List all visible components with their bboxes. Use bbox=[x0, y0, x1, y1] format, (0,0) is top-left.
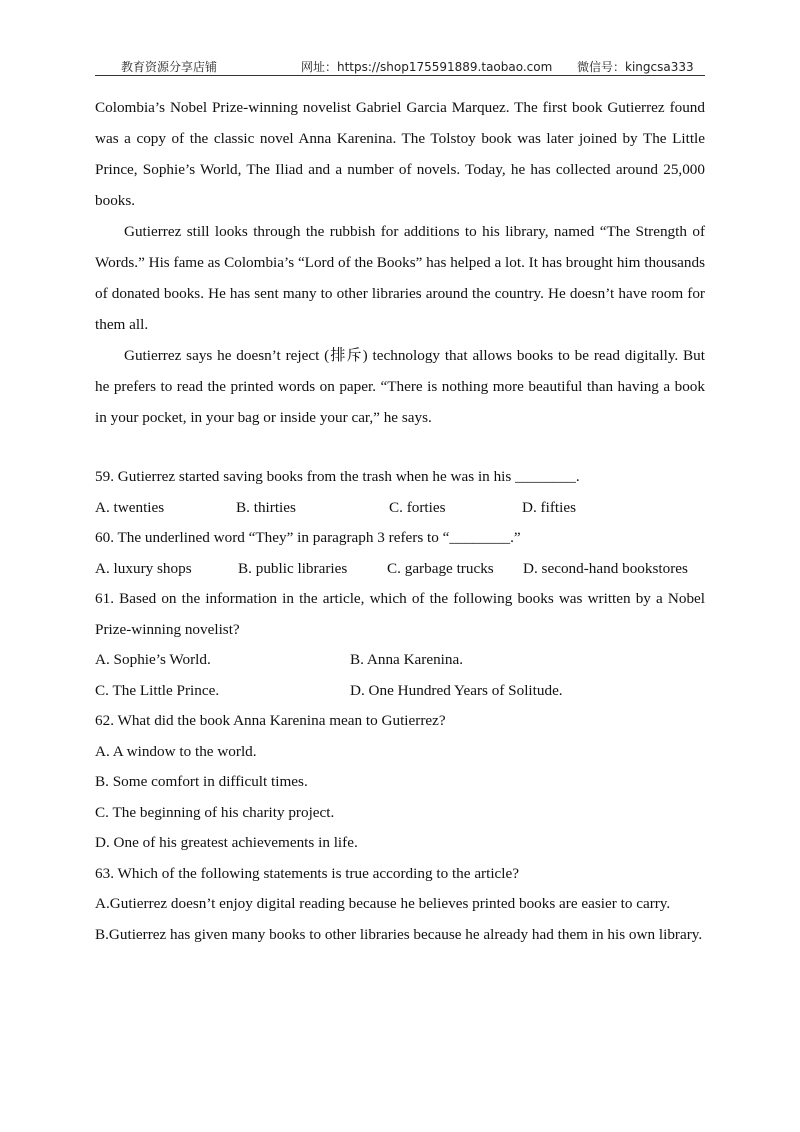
question-59-option-c: C. forties bbox=[389, 498, 446, 516]
question-59-option-b: B. thirties bbox=[236, 498, 296, 516]
question-60-option-b: B. public libraries bbox=[238, 559, 348, 577]
question-61-options-row-2 bbox=[95, 676, 705, 707]
question-63-option-a: A.Gutierrez doesn’t enjoy digital reading because he believes printed books are easier to carry. bbox=[95, 895, 671, 912]
question-60-option-a: A. luxury shops bbox=[95, 559, 192, 577]
question-60-stem: 60. The underlined word “They” in paragraph 3 refers to “________.” bbox=[95, 529, 521, 546]
question-62-option-d: D. One of his greatest achievements in life. bbox=[95, 834, 358, 851]
article-paragraph-2: Gutierrez still looks through the rubbish for additions to his library, named “The Strength of Words.” His fame as Colombia’s “Lord of the Books” has helped a lot. It has brought him thousands of donated books. He has sent many to other libraries around the country. He doesn’t have room for them all. bbox=[95, 223, 705, 333]
question-60-option-d: D. second-hand bookstores bbox=[523, 559, 688, 577]
header-shop-name: 教育资源分享店铺 bbox=[121, 60, 218, 74]
question-59-stem: 59. Gutierrez started saving books from the trash when he was in his ________. bbox=[95, 468, 580, 485]
question-61-option-a: A. Sophie’s World. bbox=[95, 651, 211, 668]
question-59-option-a: A. twenties bbox=[95, 498, 165, 516]
question-61-stem: 61. Based on the information in the article, which of the following books was written by a Nobel Prize-winning novelist? bbox=[95, 590, 705, 638]
page-header bbox=[95, 56, 705, 76]
question-61-option-c: C. The Little Prince. bbox=[95, 681, 220, 699]
header-url: 网址：https://shop175591889.taobao.com bbox=[301, 60, 553, 74]
question-61-option-d: D. One Hundred Years of Solitude. bbox=[350, 681, 563, 699]
header-divider bbox=[95, 75, 705, 76]
question-59-options bbox=[95, 493, 705, 524]
article-paragraph-1: Colombia’s Nobel Prize-winning novelist Gabriel Garcia Marquez. The first book Gutierrez found was a copy of the classic novel Anna Karenina. The Tolstoy book was later joined by The Little Prince, Sophie’s World, The Iliad and a number of novels. Today, he has collected around 25,000 books. bbox=[95, 99, 705, 209]
question-62-stem: 62. What did the book Anna Karenina mean to Gutierrez? bbox=[95, 712, 446, 729]
question-60-options bbox=[95, 554, 705, 585]
section-gap bbox=[95, 433, 705, 462]
question-59-option-d: D. fifties bbox=[522, 498, 576, 516]
question-62-option-a: A. A window to the world. bbox=[95, 742, 257, 760]
question-60-option-c: C. garbage trucks bbox=[387, 559, 494, 577]
question-62-option-b: B. Some comfort in difficult times. bbox=[95, 773, 308, 790]
question-62-option-c: C. The beginning of his charity project. bbox=[95, 803, 335, 821]
article-paragraph-3: Gutierrez says he doesn’t reject (排斥) technology that allows books to be read digitally. But he prefers to read the printed words on paper. “There is nothing more beautiful than having a book in your pocket, in your bag or inside your car,” he says. bbox=[95, 347, 705, 426]
header-wechat: 微信号：kingcsa333 bbox=[577, 60, 694, 74]
document-body bbox=[95, 92, 705, 950]
question-61-option-b: B. Anna Karenina. bbox=[350, 651, 464, 668]
question-61-options-row-1 bbox=[95, 645, 705, 676]
question-63-option-b: B.Gutierrez has given many books to other libraries because he already had them in his own library. bbox=[95, 925, 703, 943]
question-63-stem: 63. Which of the following statements is true according to the article? bbox=[95, 864, 519, 882]
